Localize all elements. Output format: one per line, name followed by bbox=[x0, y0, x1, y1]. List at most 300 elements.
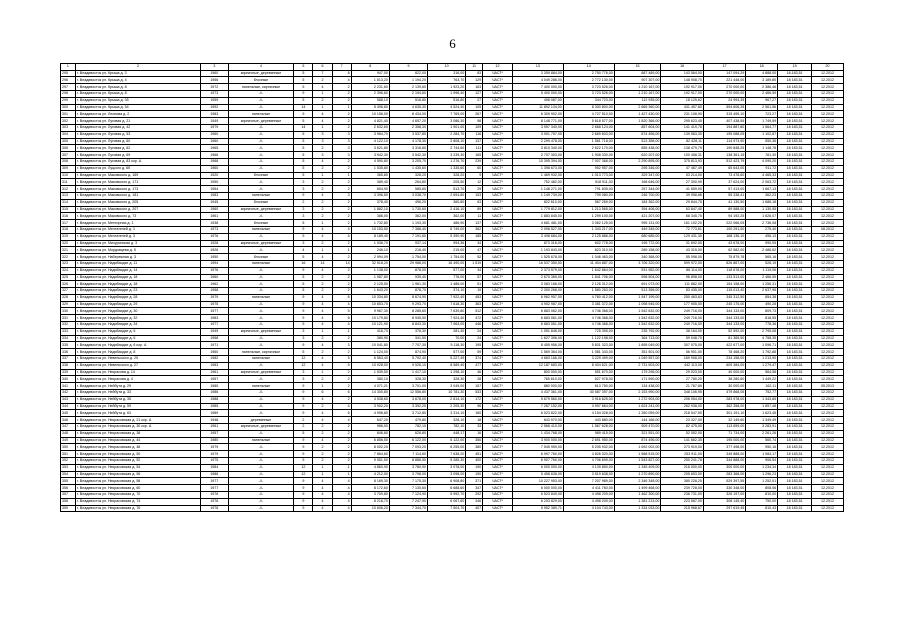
table-cell: 376,30 bbox=[389, 328, 427, 335]
table-cell: 295 623,45 bbox=[661, 118, 703, 125]
table-cell: 2 bbox=[313, 424, 332, 431]
table-cell: 12.2012 bbox=[812, 186, 844, 193]
table-cell: 512 bbox=[466, 308, 483, 315]
table-cell: 1 564,77 bbox=[746, 124, 778, 131]
table-cell: ЧАСТ* bbox=[483, 240, 513, 247]
table-cell: 12.2012 bbox=[812, 274, 844, 281]
table-cell: -//- bbox=[228, 444, 294, 451]
table-cell: 65 643,00 bbox=[703, 165, 745, 172]
column-number-cell: 8 bbox=[351, 64, 389, 71]
table-cell: 5 bbox=[294, 288, 313, 295]
table-cell: 4 178,30 bbox=[389, 138, 427, 145]
table-cell: 5 bbox=[294, 172, 313, 179]
table-cell: 157 bbox=[466, 383, 483, 390]
table-cell: 12.2012 bbox=[812, 172, 844, 179]
table-cell: 3 712,80 bbox=[389, 410, 427, 417]
table-cell: 5 390,90 bbox=[428, 233, 466, 240]
table-cell: -//- bbox=[228, 410, 294, 417]
table-cell: 307 bbox=[61, 152, 76, 159]
table-cell: 165 bbox=[466, 152, 483, 159]
table-row bbox=[61, 430, 844, 437]
table-cell: 809,73 bbox=[746, 308, 778, 315]
table-cell: 7 400 000,00 bbox=[512, 84, 563, 91]
table-cell: 344 888,00 bbox=[703, 458, 745, 465]
column-number-cell: 1 bbox=[61, 64, 76, 71]
table-cell: 3 bbox=[294, 376, 313, 383]
table-cell: 878,70 bbox=[389, 288, 427, 295]
table-cell: 1 749,59 bbox=[746, 118, 778, 125]
table-cell: 133 513,00 bbox=[703, 274, 745, 281]
table-cell: 1960 bbox=[201, 131, 229, 138]
table-cell: 246,10 bbox=[351, 247, 389, 254]
table-cell: 304 bbox=[61, 131, 76, 138]
table-cell: 75 879,78 bbox=[703, 254, 745, 261]
table-cell: 516,80 bbox=[389, 97, 427, 104]
table-cell: 8 434,00 bbox=[389, 111, 427, 118]
table-cell: 351 bbox=[61, 451, 76, 458]
table-cell: 5 bbox=[294, 84, 313, 91]
table-cell: 6 bbox=[332, 390, 351, 397]
table-cell: 12.2012 bbox=[812, 376, 844, 383]
table-cell: 18 183,51 bbox=[778, 90, 812, 97]
table-cell: -//- bbox=[228, 315, 294, 322]
table-cell: 23 327,00 bbox=[661, 417, 703, 424]
table-cell: 18 183,51 bbox=[778, 485, 812, 492]
table-cell: 854,38 bbox=[746, 294, 778, 301]
table-cell: 9 293,70 bbox=[389, 301, 427, 308]
table-cell: 966,00 bbox=[351, 424, 389, 431]
table-cell: 1 349,49 bbox=[746, 417, 778, 424]
table-cell: 5 bbox=[294, 131, 313, 138]
table-cell: 5 bbox=[294, 152, 313, 159]
table-cell: 309 bbox=[61, 165, 76, 172]
table-cell: 3 086,30 bbox=[428, 118, 466, 125]
table-row bbox=[61, 158, 844, 165]
table-cell: 5 285,30 bbox=[428, 458, 466, 465]
table-cell: 8 843,30 bbox=[389, 322, 427, 329]
table-cell: 114 973,90 bbox=[703, 138, 745, 145]
table-cell: 12.2012 bbox=[812, 97, 844, 104]
table-cell: 221 448,00 bbox=[703, 77, 745, 84]
table-cell: 1978 bbox=[201, 498, 229, 505]
table-cell: 1957 bbox=[201, 430, 229, 437]
table-cell: 82 475,00 bbox=[661, 424, 703, 431]
table-cell: г. Владивосток ул. Некрасовская д. 21 кор. А bbox=[75, 417, 200, 424]
table-cell: 3 900 000,00 bbox=[512, 437, 563, 444]
table-cell: 1 820 366,00 bbox=[614, 118, 661, 125]
table-cell: -//- bbox=[228, 362, 294, 369]
table-cell: 6 309 902,00 bbox=[512, 111, 563, 118]
table-cell: 1978 bbox=[201, 505, 229, 512]
table-cell: 100 291,50 bbox=[703, 226, 745, 233]
table-cell: 449 345,00 bbox=[614, 226, 661, 233]
table-cell: 9 bbox=[294, 498, 313, 505]
table-cell: -//- bbox=[228, 138, 294, 145]
table-cell: 1983 bbox=[201, 362, 229, 369]
table-cell: 4 746 368,00 bbox=[563, 322, 614, 329]
table-cell: 70,00 bbox=[428, 335, 466, 342]
table-cell: 626,80 bbox=[389, 430, 427, 437]
table-cell: г. Владивосток ул. Надибаидзе д. 29 bbox=[75, 301, 200, 308]
table-cell: г. Владивосток ул. Некрасовская д. 52 bbox=[75, 458, 200, 465]
table-cell: 2 346 348,00 bbox=[614, 478, 661, 485]
table-cell: 1 908 330,00 bbox=[563, 152, 614, 159]
table-cell: 321 bbox=[61, 247, 76, 254]
table-cell: панельные bbox=[228, 294, 294, 301]
table-cell: 4 bbox=[313, 417, 332, 424]
table-cell: 1 543 827,00 bbox=[614, 458, 661, 465]
table-cell: 2 373 579,00 bbox=[512, 267, 563, 274]
table-cell: 3 bbox=[294, 213, 313, 220]
table-cell: 12 bbox=[294, 362, 313, 369]
table-cell: 765 610,00 bbox=[512, 376, 563, 383]
table-cell: 129 bbox=[466, 77, 483, 84]
table-cell: 7 618,30 bbox=[428, 301, 466, 308]
table-cell: 1 084,17 bbox=[746, 451, 778, 458]
table-cell: 9 551,50 bbox=[351, 458, 389, 465]
table-cell: г. Владивосток ул. Некрасовская д. 60 bbox=[75, 485, 200, 492]
table-cell: 4 826 020,00 bbox=[563, 451, 614, 458]
table-cell: 18 183,51 bbox=[778, 233, 812, 240]
table-cell: 1 434 768,00 bbox=[512, 430, 563, 437]
table-cell: -//- bbox=[228, 464, 294, 471]
table-cell: 1928 bbox=[201, 240, 229, 247]
table-cell: -//- bbox=[228, 308, 294, 315]
table-cell: 289 158,00 bbox=[614, 247, 661, 254]
table-cell: 2 bbox=[332, 430, 351, 437]
table-cell: ЧАСТ* bbox=[483, 478, 513, 485]
table-cell: 18 183,51 bbox=[778, 308, 812, 315]
table-cell: 10 395 394,00 bbox=[512, 158, 563, 165]
table-cell: 78 468,20 bbox=[703, 349, 745, 356]
table-cell: 822,00 bbox=[389, 70, 427, 77]
table-cell: -//- bbox=[228, 451, 294, 458]
table-cell: 160 bbox=[466, 410, 483, 417]
table-cell: г. Владивосток ул. Маковского д. 169 bbox=[75, 172, 200, 179]
table-cell: 4 bbox=[313, 396, 332, 403]
table-cell: 1 213 565,00 bbox=[563, 206, 614, 213]
table-cell: 7 864,60 bbox=[351, 451, 389, 458]
table-cell: 1 882,10 bbox=[351, 206, 389, 213]
table-cell: 1960 bbox=[201, 206, 229, 213]
table-cell: 363 bbox=[466, 301, 483, 308]
table-cell: 377 498,00 bbox=[703, 444, 745, 451]
table-cell: 551 670,00 bbox=[563, 369, 614, 376]
table-cell: 620 207,00 bbox=[614, 152, 661, 159]
table-cell: 364 713,00 bbox=[614, 335, 661, 342]
table-cell: 3 bbox=[332, 152, 351, 159]
table-cell: -//- bbox=[228, 376, 294, 383]
table-cell: 21 767,89 bbox=[661, 383, 703, 390]
table-cell: 1 343 217,00 bbox=[563, 226, 614, 233]
table-cell: 1 bbox=[332, 247, 351, 254]
table-cell: 344 bbox=[61, 403, 76, 410]
table-cell: 347 bbox=[466, 485, 483, 492]
table-cell: ЧАСТ* bbox=[483, 390, 513, 397]
table-cell: 1959 bbox=[201, 97, 229, 104]
table-cell: 116 bbox=[466, 131, 483, 138]
table-cell: 2 bbox=[313, 335, 332, 342]
table-cell: 6 122,00 bbox=[389, 437, 427, 444]
table-cell: 4 997 664,00 bbox=[563, 403, 614, 410]
table-cell: 680 685,00 bbox=[614, 233, 661, 240]
table-cell: 5 bbox=[294, 220, 313, 227]
table-cell: г. Владивосток ул. Луговая д. 21 bbox=[75, 118, 200, 125]
table-cell: 4 bbox=[332, 492, 351, 499]
table-cell: 6 bbox=[313, 390, 332, 397]
table-cell: г. Владивосток ул. Надибаидзе д. 6 bbox=[75, 335, 200, 342]
table-cell: 2 bbox=[332, 383, 351, 390]
column-number-cell: 5 bbox=[294, 64, 313, 71]
table-cell: 907 307,00 bbox=[614, 77, 661, 84]
page-number: 6 bbox=[449, 36, 456, 51]
table-cell: 2 bbox=[313, 213, 332, 220]
table-row bbox=[61, 267, 844, 274]
table-cell: 2 632,60 bbox=[351, 124, 389, 131]
table-cell: -//- bbox=[228, 97, 294, 104]
table-cell: 4 bbox=[313, 84, 332, 91]
table-cell: 4 746 368,00 bbox=[563, 315, 614, 322]
table-cell: 1 519 bbox=[466, 260, 483, 267]
table-cell: 1 bbox=[332, 172, 351, 179]
table-cell: 82 428,11 bbox=[661, 138, 703, 145]
table-cell: 12.2012 bbox=[812, 70, 844, 77]
table-cell: 18 183,51 bbox=[778, 186, 812, 193]
table-cell: 947,00 bbox=[351, 70, 389, 77]
table-cell: 1 046 463,00 bbox=[563, 254, 614, 261]
table-cell: 18 183,51 bbox=[778, 97, 812, 104]
table-cell: 12 187 683,00 bbox=[512, 362, 563, 369]
table-cell: 7 344,70 bbox=[389, 505, 427, 512]
table-cell: 799 080,00 bbox=[563, 192, 614, 199]
table-cell: 4 524,40 bbox=[428, 104, 466, 111]
table-cell: 344 133,00 bbox=[703, 308, 745, 315]
table-cell: 253 911,00 bbox=[661, 451, 703, 458]
table-cell: 691 073,00 bbox=[614, 281, 661, 288]
table-cell: 3 049,00 bbox=[428, 383, 466, 390]
table-cell: 18 183,51 bbox=[778, 206, 812, 213]
table-cell: 12.2012 bbox=[812, 199, 844, 206]
table-cell: 1976 bbox=[201, 492, 229, 499]
table-cell: 1 335,60 bbox=[428, 165, 466, 172]
table-cell: 353 bbox=[61, 464, 76, 471]
table-cell: 1 435,60 bbox=[389, 165, 427, 172]
table-cell: г. Владивосток ул. Крыша д. 4 bbox=[75, 77, 200, 84]
table-cell: -//- bbox=[228, 213, 294, 220]
table-cell: 59 bbox=[466, 349, 483, 356]
table-cell: 206 054,00 bbox=[661, 396, 703, 403]
table-cell: 18 183,51 bbox=[778, 403, 812, 410]
table-cell: 350 bbox=[61, 444, 76, 451]
table-cell: 2 125 886,00 bbox=[563, 233, 614, 240]
table-cell: 3 bbox=[294, 186, 313, 193]
table-cell: 1 525 678,00 bbox=[512, 254, 563, 261]
table-cell: 18 183,51 bbox=[778, 172, 812, 179]
table-cell: 52 592,00 bbox=[703, 328, 745, 335]
table-cell: 4 bbox=[313, 362, 332, 369]
table-cell: 308 145,40 bbox=[703, 498, 745, 505]
table-cell: 329 bbox=[61, 301, 76, 308]
table-cell: 18 183,51 bbox=[778, 362, 812, 369]
table-cell: 989 415,00 bbox=[563, 430, 614, 437]
table-cell: 12.2012 bbox=[812, 390, 844, 397]
table-cell: ЧАСТ* bbox=[483, 437, 513, 444]
table-cell: 4 154 028,00 bbox=[563, 410, 614, 417]
table-cell: 6 bbox=[332, 315, 351, 322]
table-cell: ЧАСТ* bbox=[483, 186, 513, 193]
table-cell: 55 338,41 bbox=[703, 192, 745, 199]
table-cell: 18 125,62 bbox=[661, 97, 703, 104]
table-cell: 1982 bbox=[201, 356, 229, 363]
table-cell: 3 314,10 bbox=[428, 410, 466, 417]
table-cell: 341 bbox=[61, 383, 76, 390]
table-cell: 1948 bbox=[201, 417, 229, 424]
table-cell: г. Владивосток ул. Маковского д. 171 bbox=[75, 179, 200, 186]
table-cell: 1985 bbox=[201, 383, 229, 390]
table-cell: 190 848,25 bbox=[703, 145, 745, 152]
table-cell: 5 bbox=[294, 77, 313, 84]
table-cell: 215,00 bbox=[428, 247, 466, 254]
table-cell: 4 635,30 bbox=[389, 104, 427, 111]
table-cell: 12.2012 bbox=[812, 111, 844, 118]
table-cell: 18 183,51 bbox=[778, 199, 812, 206]
table-cell: 27 bbox=[466, 97, 483, 104]
table-cell: 7 191,60 bbox=[389, 233, 427, 240]
table-cell: 18 183,51 bbox=[778, 322, 812, 329]
table-cell: -//- bbox=[228, 233, 294, 240]
table-cell: 1 542 632,00 bbox=[614, 322, 661, 329]
table-cell: 134 438,00 bbox=[614, 383, 661, 390]
table-cell: 602 778,00 bbox=[563, 240, 614, 247]
table-cell: 4 902 987,00 bbox=[512, 301, 563, 308]
table-cell: 3 bbox=[332, 192, 351, 199]
table-cell: 34 bbox=[466, 240, 483, 247]
table-cell: ЧАСТ* bbox=[483, 97, 513, 104]
table-cell: 18 183,51 bbox=[778, 424, 812, 431]
table-cell: 326 197,00 bbox=[703, 492, 745, 499]
table-cell: 195 000,00 bbox=[703, 437, 745, 444]
table-cell: 7 175,30 bbox=[389, 478, 427, 485]
column-number-cell: 18 bbox=[746, 64, 778, 71]
table-cell: 2 568 410,00 bbox=[512, 424, 563, 431]
table-cell: 215 968,67 bbox=[661, 505, 703, 512]
table-cell: 235 792,00 bbox=[614, 328, 661, 335]
table-cell: 782,10 bbox=[428, 424, 466, 431]
table-cell: 12.2012 bbox=[812, 451, 844, 458]
table-cell: 41 659,00 bbox=[661, 186, 703, 193]
table-cell: 1 bbox=[313, 90, 332, 97]
table-cell: 8 148 771,00 bbox=[512, 118, 563, 125]
table-cell: -//- bbox=[228, 478, 294, 485]
table-cell: 4 657,20 bbox=[389, 118, 427, 125]
table-cell: 2 290 895,00 bbox=[614, 158, 661, 165]
table-cell: 1 996,40 bbox=[428, 90, 466, 97]
table-cell: 1 bbox=[313, 383, 332, 390]
table-cell: 533 bbox=[466, 390, 483, 397]
table-cell: 1986 bbox=[201, 471, 229, 478]
table-cell: 1 961,30 bbox=[389, 281, 427, 288]
table-cell: 2 814,10 bbox=[428, 396, 466, 403]
table-cell: 3 bbox=[294, 206, 313, 213]
table-row bbox=[61, 281, 844, 288]
table-cell: 1977 bbox=[201, 308, 229, 315]
table-cell: 08.2012 bbox=[812, 226, 844, 233]
table-row bbox=[61, 342, 844, 349]
table-cell: 24 bbox=[466, 328, 483, 335]
table-cell: 30 000,00 bbox=[703, 383, 745, 390]
table-cell: 1 343,85 bbox=[746, 396, 778, 403]
table-cell: блочные bbox=[228, 199, 294, 206]
table-cell: 2 bbox=[332, 437, 351, 444]
table-cell: ЧАСТ* bbox=[483, 165, 513, 172]
table-cell: 1 857,48 bbox=[746, 403, 778, 410]
table-cell: 2 139,60 bbox=[389, 84, 427, 91]
table-cell: 1 535,80 bbox=[351, 165, 389, 172]
table-cell: 24 994,35 bbox=[703, 97, 745, 104]
table-cell: 1 119,06 bbox=[746, 267, 778, 274]
table-cell: 1 462 300,00 bbox=[614, 492, 661, 499]
table-row bbox=[61, 458, 844, 465]
table-cell: 144 166,00 bbox=[614, 417, 661, 424]
table-cell: г. Владивосток ул. Некрасова д. 4 bbox=[75, 376, 200, 383]
table-cell: 1979 bbox=[201, 451, 229, 458]
table-cell: 781,30 bbox=[746, 152, 778, 159]
table-cell: 9 bbox=[294, 342, 313, 349]
table-cell: 2 bbox=[313, 349, 332, 356]
table-cell: 2 bbox=[332, 158, 351, 165]
table-cell: 3 083 168,00 bbox=[512, 281, 563, 288]
table-cell: ЧАСТ* bbox=[483, 179, 513, 186]
table-cell: 249 716,00 bbox=[661, 322, 703, 329]
table-row bbox=[61, 111, 844, 118]
table-cell: ЧАСТ* bbox=[483, 458, 513, 465]
table-cell: 2 bbox=[332, 451, 351, 458]
table-cell: г. Владивосток ул. Некрасовская д. 44 bbox=[75, 437, 200, 444]
table-cell: 12.2012 bbox=[812, 315, 844, 322]
table-cell: 1 bbox=[332, 104, 351, 111]
table-cell: 349 bbox=[61, 437, 76, 444]
table-cell: 1961 bbox=[201, 213, 229, 220]
table-cell: ЧАСТ* bbox=[483, 335, 513, 342]
table-cell: 1 643,20 bbox=[351, 288, 389, 295]
table-cell: 192 917,00 bbox=[661, 90, 703, 97]
table-row bbox=[61, 478, 844, 485]
table-cell: г. Владивосток ул. Луговая д. 53 bbox=[75, 131, 200, 138]
table-cell: 1989 bbox=[201, 410, 229, 417]
table-cell: 2 396,60 bbox=[351, 90, 389, 97]
table-cell: 18 183,51 bbox=[778, 471, 812, 478]
table-row bbox=[61, 247, 844, 254]
table-cell: 1949 bbox=[201, 328, 229, 335]
table-cell: 137 bbox=[466, 220, 483, 227]
table-cell: 1 bbox=[313, 369, 332, 376]
table-cell: 7 207 989,00 bbox=[563, 478, 614, 485]
table-cell: 1920 bbox=[201, 172, 229, 179]
table-cell: г. Владивосток ул. Луговая д. 42 bbox=[75, 124, 200, 131]
table-cell: 1 bbox=[313, 247, 332, 254]
table-cell: 12.2012 bbox=[812, 220, 844, 227]
table-cell: 18 183,51 bbox=[778, 437, 812, 444]
table-cell: 262 938,00 bbox=[661, 403, 703, 410]
table-cell: 448,17 bbox=[428, 430, 466, 437]
table-cell: ЧАСТ* bbox=[483, 396, 513, 403]
table-row bbox=[61, 260, 844, 267]
table-cell: 18 183,51 bbox=[778, 220, 812, 227]
table-cell: 4 bbox=[313, 342, 332, 349]
table-cell: 443 880,00 bbox=[563, 417, 614, 424]
table-cell: 5 bbox=[294, 430, 313, 437]
table-cell: 752 482,00 bbox=[512, 179, 563, 186]
